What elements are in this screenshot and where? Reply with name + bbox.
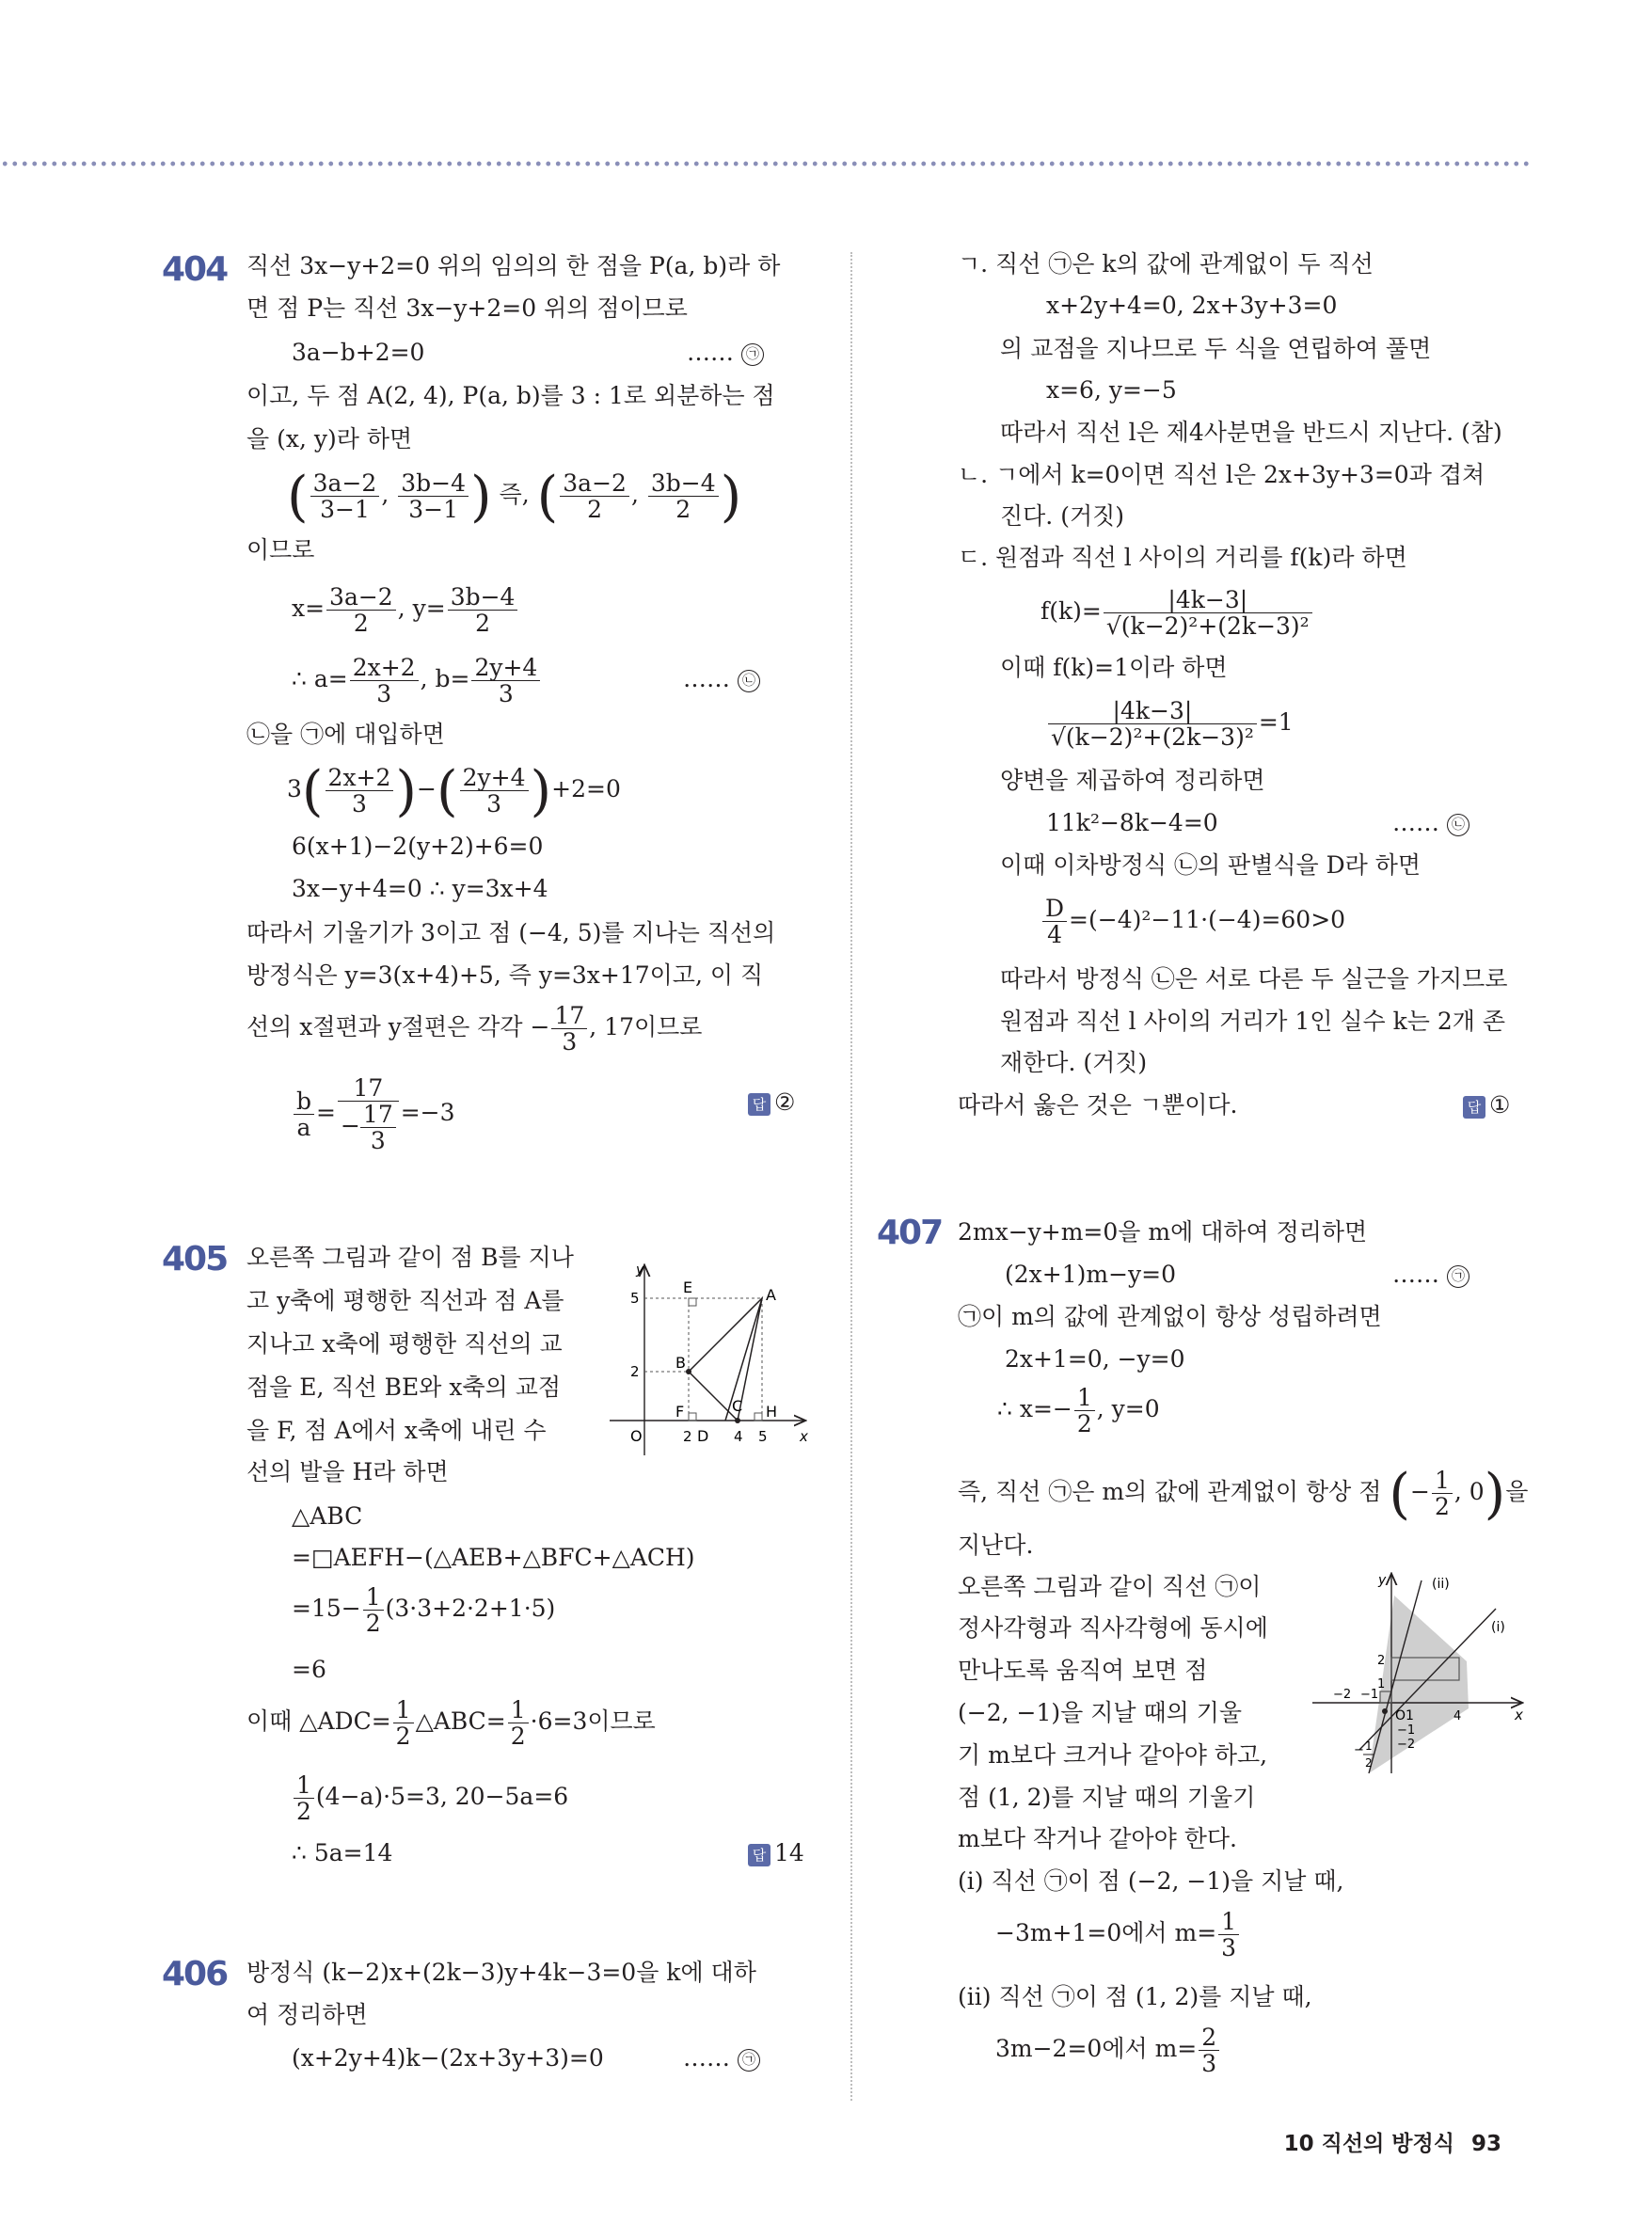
svg-text:5: 5 <box>630 1290 640 1307</box>
p406-right-11: $\frac{|4k-3|}{\text{√(k−2)²+(2k−3)²}}$ =1 <box>1046 694 1294 751</box>
answer-icon: 답 <box>748 1093 770 1116</box>
p405-line-3: 지나고 x축에 평행한 직선의 교 <box>246 1330 563 1358</box>
p404-line-8: x= $\frac{3a-2}{2}$ , y= $\frac{3b-4}{2}$ <box>292 580 519 637</box>
p406-right-2: x+2y+4=0, 2x+3y+3=0 <box>1046 292 1338 319</box>
svg-text:y: y <box>1378 1573 1387 1588</box>
p407-line-15: (i) 직선 ㉠이 점 (−2, −1)을 지날 때, <box>958 1867 1344 1895</box>
p407-line-1: 2mx−y+m=0을 m에 대하여 정리하면 <box>958 1218 1368 1246</box>
svg-text:O: O <box>630 1427 643 1445</box>
p405-line-13: ∴ 5a=14 <box>292 1839 393 1866</box>
p405-line-4: 점을 E, 직선 BE와 x축의 교점 <box>246 1373 562 1401</box>
p406-right-8: ㄷ. 원점과 직선 l 사이의 거리를 f(k)라 하면 <box>958 544 1407 571</box>
svg-text:C: C <box>732 1397 743 1415</box>
svg-text:−1: −1 <box>1360 1688 1379 1702</box>
svg-text:1: 1 <box>1377 1677 1386 1691</box>
marker-circle-1: ㉠ <box>741 343 764 366</box>
svg-text:4: 4 <box>1453 1709 1462 1723</box>
p407-line-18: 3m−2=0에서 m= $\frac{2}{3}$ <box>995 2021 1221 2077</box>
svg-text:x: x <box>1515 1707 1523 1723</box>
p406-right-18: 재한다. (거짓) <box>1000 1049 1148 1076</box>
p404-line-17: $\frac{b}{a}$ = 17 − $\frac{17}{3}$ =−3 <box>292 1072 455 1153</box>
p404-line-6: ( $\frac{3a-2}{3-1}$ , $\frac{3b-4}{3-1}$ ) 즉, ( $\frac{3a-2}{2}$ , $\frac{3b-4}{2}$ ) <box>287 464 742 529</box>
problem-number-406: 406 <box>162 1955 228 1993</box>
p406-right-17: 원점과 직선 l 사이의 거리가 1인 실수 k는 2개 존 <box>1000 1008 1506 1035</box>
p407-line-13: 점 (1, 2)를 지날 때의 기울기 <box>958 1784 1256 1811</box>
p404-line-2: 면 점 P는 직선 3x−y+2=0 위의 점이므로 <box>246 294 688 322</box>
p406-right-15: $\frac{D}{4}$ =(−4)²−11·(−4)=60>0 <box>1040 892 1345 948</box>
svg-text:−: − <box>1354 1743 1364 1757</box>
p407-line-10: 만나도록 움직여 보면 점 <box>958 1657 1208 1684</box>
header-dot-rule <box>0 160 1533 167</box>
p404-line-14: 따라서 기울기가 3이고 점 (−4, 5)를 지나는 직선의 <box>246 919 776 946</box>
svg-text:F: F <box>675 1403 685 1421</box>
svg-text:y: y <box>636 1262 644 1278</box>
p407-line-9: 정사각형과 직사각형에 동시에 <box>958 1614 1268 1642</box>
p406-marker-1: …… ㉠ <box>683 2044 760 2072</box>
p406-right-19: 따라서 옳은 것은 ㄱ뿐이다. <box>958 1091 1238 1119</box>
p407-line-12: 기 m보다 크거나 같아야 하고, <box>958 1741 1268 1769</box>
svg-text:2: 2 <box>1377 1654 1386 1668</box>
p404-line-10: ㉡을 ㉠에 대입하면 <box>246 721 445 748</box>
p407-line-3: ㉠이 m의 값에 관계없이 항상 성립하려면 <box>958 1303 1382 1330</box>
p404-line-11: 3( $\frac{2x+2}{3}$ )−( $\frac{2y+4}{3}$ )+2=0 <box>287 758 621 823</box>
p406-right-9: f(k)= $\frac{|4k-3|}{\text{√(k−2)²+(2k−3)²}}$ <box>1040 583 1314 640</box>
p404-line-4: 이고, 두 점 A(2, 4), P(a, b)를 3 : 1로 외분하는 점 <box>246 382 775 409</box>
p404-marker-1: …… ㉠ <box>687 339 764 367</box>
page-number: 93 <box>1470 2132 1501 2156</box>
svg-text:−2: −2 <box>1397 1738 1416 1752</box>
p407-figure <box>1303 1562 1529 1787</box>
p406-right-5: 따라서 직선 l은 제4사분면을 반드시 지난다. (참) <box>1000 419 1502 446</box>
p404-line-12: 6(x+1)−2(y+2)+6=0 <box>292 833 544 860</box>
p405-line-2: 고 y축에 평행한 직선과 점 A를 <box>246 1287 564 1314</box>
column-divider <box>850 252 852 2101</box>
p405-line-7: △ABC <box>292 1502 363 1530</box>
svg-text:−1: −1 <box>1397 1723 1416 1738</box>
svg-text:4: 4 <box>734 1428 743 1445</box>
p404-marker-2: …… ㉡ <box>683 665 760 693</box>
p404-line-9: ∴ a= $\frac{2x+2}{3}$ , b= $\frac{2y+4}{3}$ <box>292 651 542 707</box>
chapter-title: 10 직선의 방정식 <box>1283 2132 1454 2156</box>
page-footer <box>1284 2126 1501 2157</box>
svg-text:A: A <box>766 1286 776 1304</box>
p404-line-16: 선의 x절편과 y절편은 각각 − $\frac{17}{3}$ , 17이므로 <box>246 1002 703 1056</box>
p404-line-1: 직선 3x−y+2=0 위의 임의의 한 점을 P(a, b)라 하 <box>246 252 781 279</box>
p405-answer: 답 14 <box>748 1839 804 1866</box>
p407-line-8: 오른쪽 그림과 같이 직선 ㉠이 <box>958 1573 1262 1600</box>
p405-line-6: 선의 발을 H라 하면 <box>246 1458 449 1485</box>
p405-line-9: =15− $\frac{1}{2}$ (3·3+2·2+1·5) <box>292 1583 556 1637</box>
p407-line-14: m보다 작거나 같아야 한다. <box>958 1825 1237 1852</box>
p407-line-6: 즉, 직선 ㉠은 m의 값에 관계없이 항상 점 (− $\frac{1}{2}$ , 0)을 <box>958 1461 1529 1526</box>
p407-line-16: −3m+1=0에서 m= $\frac{1}{3}$ <box>995 1905 1241 1961</box>
problem-number-407: 407 <box>877 1214 943 1252</box>
p405-figure <box>602 1253 809 1468</box>
p404-line-15: 방정식은 y=3(x+4)+5, 즉 y=3x+17이고, 이 직 <box>246 961 764 989</box>
p406-right-13: 11k²−8k−4=0 <box>1046 809 1218 836</box>
svg-text:2: 2 <box>683 1428 692 1445</box>
p407-line-17: (ii) 직선 ㉠이 점 (1, 2)를 지날 때, <box>958 1983 1312 2010</box>
svg-text:D: D <box>697 1427 709 1445</box>
p407-line-4: 2x+1=0, −y=0 <box>1005 1345 1185 1373</box>
svg-text:H: H <box>766 1403 778 1421</box>
p406-line-3: (x+2y+4)k−(2x+3y+3)=0 <box>292 2044 604 2072</box>
triangle-abc <box>689 1298 762 1421</box>
p407-line-2: (2x+1)m−y=0 <box>1005 1261 1176 1288</box>
svg-text:5: 5 <box>758 1428 768 1445</box>
svg-text:(i): (i) <box>1491 1620 1505 1635</box>
svg-text:2: 2 <box>630 1363 640 1380</box>
svg-text:x: x <box>800 1428 808 1445</box>
p406-right-4: x=6, y=−5 <box>1046 376 1177 404</box>
svg-text:B: B <box>675 1354 686 1372</box>
p406-right-6: ㄴ. ㄱ에서 k=0이면 직선 l은 2x+3y+3=0과 겹쳐 <box>958 461 1485 488</box>
p407-line-7: 지난다. <box>958 1532 1034 1559</box>
p406-right-1: ㄱ. 직선 ㉠은 k의 값에 관계없이 두 직선 <box>958 250 1374 278</box>
p405-line-1: 오른쪽 그림과 같이 점 B를 지나 <box>246 1244 574 1271</box>
svg-text:2: 2 <box>1365 1756 1373 1770</box>
p406-marker-2: …… ㉡ <box>1392 809 1469 837</box>
p406-right-12: 양변을 제곱하여 정리하면 <box>1000 767 1265 794</box>
p406-line-1: 방정식 (k−2)x+(2k−3)y+4k−3=0을 k에 대하 <box>246 1959 756 1986</box>
p404-answer: 답 ② <box>748 1088 795 1116</box>
svg-text:E: E <box>683 1278 693 1296</box>
p405-line-8: =□AEFH−(△AEB+△BFC+△ACH) <box>292 1544 695 1571</box>
p404-line-5: 을 (x, y)라 하면 <box>246 425 413 453</box>
p405-line-10: =6 <box>292 1656 326 1683</box>
p406-line-2: 여 정리하면 <box>246 2001 368 2028</box>
p407-marker-1: …… ㉠ <box>1392 1261 1469 1289</box>
p407-line-5: ∴ x=− $\frac{1}{2}$ , y=0 <box>997 1384 1160 1437</box>
svg-text:1: 1 <box>1365 1739 1373 1753</box>
problem-number-405: 405 <box>162 1240 228 1278</box>
p405-line-12: $\frac{1}{2}$ (4−a)·5=3, 20−5a=6 <box>292 1769 568 1825</box>
p405-line-11: 이때 △ADC= $\frac{1}{2}$ △ABC= $\frac{1}{2}$ ·6=3이므로 <box>246 1696 656 1750</box>
p406-right-3: 의 교점을 지나므로 두 식을 연립하여 풀면 <box>1000 335 1432 362</box>
p406-right-16: 따라서 방정식 ㉡은 서로 다른 두 실근을 가지므로 <box>1000 965 1508 992</box>
p406-right-14: 이때 이차방정식 ㉡의 판별식을 D라 하면 <box>1000 851 1422 879</box>
p406-answer: 답 ① <box>1463 1091 1510 1119</box>
p407-line-11: (−2, −1)을 지날 때의 기울 <box>958 1699 1242 1726</box>
p404-line-7: 이므로 <box>246 536 315 564</box>
svg-text:−2: −2 <box>1333 1688 1352 1702</box>
p404-line-3: 3a−b+2=0 <box>292 339 425 366</box>
svg-text:(ii): (ii) <box>1432 1577 1450 1592</box>
svg-text:O1: O1 <box>1395 1708 1414 1723</box>
marker-circle-2: ㉡ <box>738 670 760 692</box>
problem-number-404: 404 <box>162 250 228 289</box>
p405-line-5: 을 F, 점 A에서 x축에 내린 수 <box>246 1417 547 1444</box>
p404-line-13: 3x−y+4=0 ∴ y=3x+4 <box>292 875 548 902</box>
p406-right-7: 진다. (거짓) <box>1000 502 1125 530</box>
p406-right-10: 이때 f(k)=1이라 하면 <box>1000 654 1228 681</box>
